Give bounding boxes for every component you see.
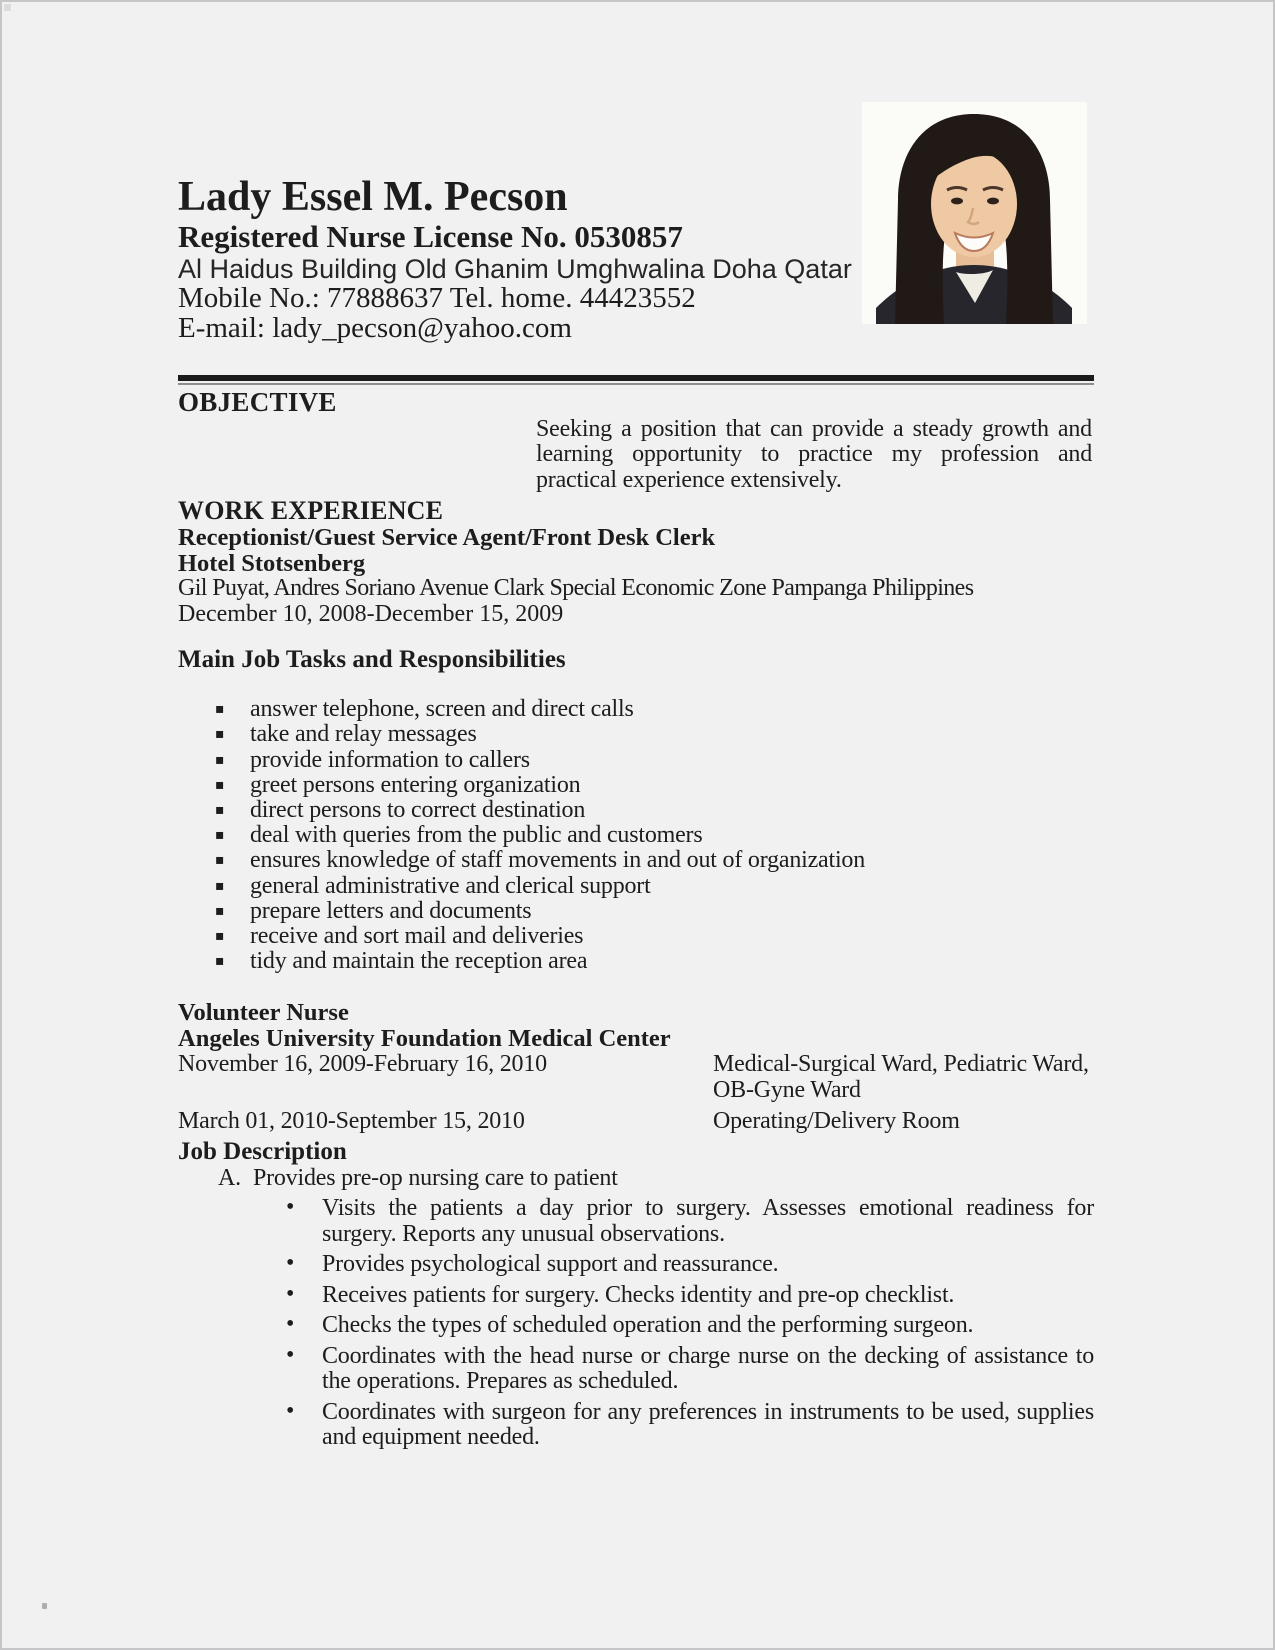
round-bullet-icon: • <box>286 1341 295 1368</box>
task-item <box>178 924 1094 949</box>
header-block <box>178 174 1094 343</box>
task-item <box>178 773 1094 798</box>
square-bullet-icon: ▪ <box>215 877 225 894</box>
job1-employer: Hotel Stotsenberg <box>178 549 366 577</box>
task-text: tidy and maintain the reception area <box>250 948 588 975</box>
objective-text: Seeking a position that can provide a steady growth and learning opportunity to practice my profession and practical experience extensively. <box>536 416 1092 493</box>
license-line: Registered Nurse License No. 0530857 <box>178 219 683 254</box>
duty-text: Receives patients for surgery. Checks identity and pre-op checklist. <box>322 1281 955 1308</box>
task-text: take and relay messages <box>250 721 477 748</box>
job1-title: Receptionist/Guest Service Agent/Front Desk Clerk <box>178 524 716 552</box>
task-text: answer telephone, screen and direct calls <box>250 696 634 723</box>
job2-employer: Angeles University Foundation Medical Center <box>178 1024 671 1052</box>
square-bullet-icon: ▪ <box>215 776 225 793</box>
round-bullet-icon: • <box>286 1280 295 1307</box>
square-bullet-icon: ▪ <box>215 953 225 970</box>
assignment-row <box>178 1051 1094 1103</box>
task-item <box>178 899 1094 924</box>
task-text: receive and sort mail and deliveries <box>250 923 584 950</box>
square-bullet-icon: ▪ <box>215 902 225 919</box>
assignments <box>178 1051 1094 1134</box>
square-bullet-icon: ▪ <box>215 701 225 718</box>
duty-item <box>178 1397 1094 1451</box>
job1-dates: December 10, 2008-December 15, 2009 <box>178 600 564 627</box>
assignment-row <box>178 1108 1094 1134</box>
applicant-name: Lady Essel M. Pecson <box>178 174 568 220</box>
task-text: prepare letters and documents <box>250 897 532 924</box>
task-item <box>178 874 1094 899</box>
task-text: provide information to callers <box>250 746 530 773</box>
assignment-dates: November 16, 2009-February 16, 2010 <box>178 1051 547 1078</box>
task-text: ensures knowledge of staff movements in and out of organization <box>250 847 866 874</box>
square-bullet-icon: ▪ <box>215 827 225 844</box>
email-line: E-mail: lady_pecson@yahoo.com <box>178 312 572 344</box>
round-bullet-icon: • <box>286 1397 295 1424</box>
duty-item <box>178 1341 1094 1395</box>
duty-text: Visits the patients a day prior to surgery. Assesses emotional readiness for surgery. Reports any unusual observations. <box>322 1195 1094 1247</box>
item-text: Provides pre-op nursing care to patient <box>252 1165 618 1192</box>
square-bullet-icon: ▪ <box>215 802 225 819</box>
square-bullet-icon: ▪ <box>215 751 225 768</box>
duty-text: Checks the types of scheduled operation and the performing surgeon. <box>322 1312 974 1339</box>
duties-list <box>178 1196 1094 1451</box>
work-experience-heading: WORK EXPERIENCE <box>178 496 444 526</box>
tasks-heading: Main Job Tasks and Responsibilities <box>178 646 566 674</box>
square-bullet-icon: ▪ <box>215 852 225 869</box>
task-item <box>178 848 1094 873</box>
job-description-heading: Job Description <box>178 1138 347 1166</box>
duty-text: Coordinates with surgeon for any preferences in instruments to be used, supplies and equipment needed. <box>322 1398 1094 1451</box>
task-item <box>178 949 1094 974</box>
round-bullet-icon: • <box>286 1194 295 1221</box>
task-item <box>178 798 1094 823</box>
round-bullet-icon: • <box>286 1311 295 1338</box>
section-rule <box>178 375 1094 385</box>
item-label: A. <box>218 1165 241 1192</box>
job1-location: Gil Puyat, Andres Soriano Avenue Clark Special Economic Zone Pampanga Philippines <box>178 575 974 602</box>
square-bullet-icon: ▪ <box>215 928 225 945</box>
task-item <box>178 823 1094 848</box>
rule-thin-line <box>178 383 1094 385</box>
task-text: deal with queries from the public and customers <box>250 822 703 849</box>
objective-heading: OBJECTIVE <box>178 387 337 417</box>
task-text: direct persons to correct destination <box>250 797 586 824</box>
duty-text: Coordinates with the head nurse or charge nurse on the decking of assistance to the operations. Prepares as scheduled. <box>322 1342 1094 1395</box>
duty-item <box>178 1252 1094 1278</box>
task-item <box>178 748 1094 773</box>
scan-artifact-corner <box>4 4 11 11</box>
resume-content <box>178 2 1094 1451</box>
square-bullet-icon: ▪ <box>215 726 225 743</box>
job2-title: Volunteer Nurse <box>178 999 349 1027</box>
duty-item <box>178 1196 1094 1247</box>
duty-item <box>178 1280 1094 1309</box>
task-text: general administrative and clerical support <box>250 872 651 899</box>
job-description-item <box>178 1165 1094 1191</box>
job2-block <box>178 1000 1094 1051</box>
assignment-dates: March 01, 2010-September 15, 2010 <box>178 1108 525 1135</box>
phone-line: Mobile No.: 77888637 Tel. home. 44423552 <box>178 282 696 314</box>
duty-item <box>178 1313 1094 1339</box>
round-bullet-icon: • <box>286 1250 295 1277</box>
task-text: greet persons entering organization <box>250 771 581 798</box>
scan-artifact-dot <box>42 1603 47 1609</box>
address-line: Al Haidus Building Old Ghanim Umghwalina Doha Qatar <box>178 254 852 284</box>
duty-text: Provides psychological support and reassurance. <box>322 1251 779 1278</box>
tasks-list <box>178 697 1094 974</box>
assignment-unit: Medical-Surgical Ward, Pediatric Ward, OB-Gyne Ward <box>713 1051 1089 1104</box>
task-item <box>178 697 1094 722</box>
assignment-unit: Operating/Delivery Room <box>713 1108 960 1135</box>
task-item <box>178 722 1094 747</box>
